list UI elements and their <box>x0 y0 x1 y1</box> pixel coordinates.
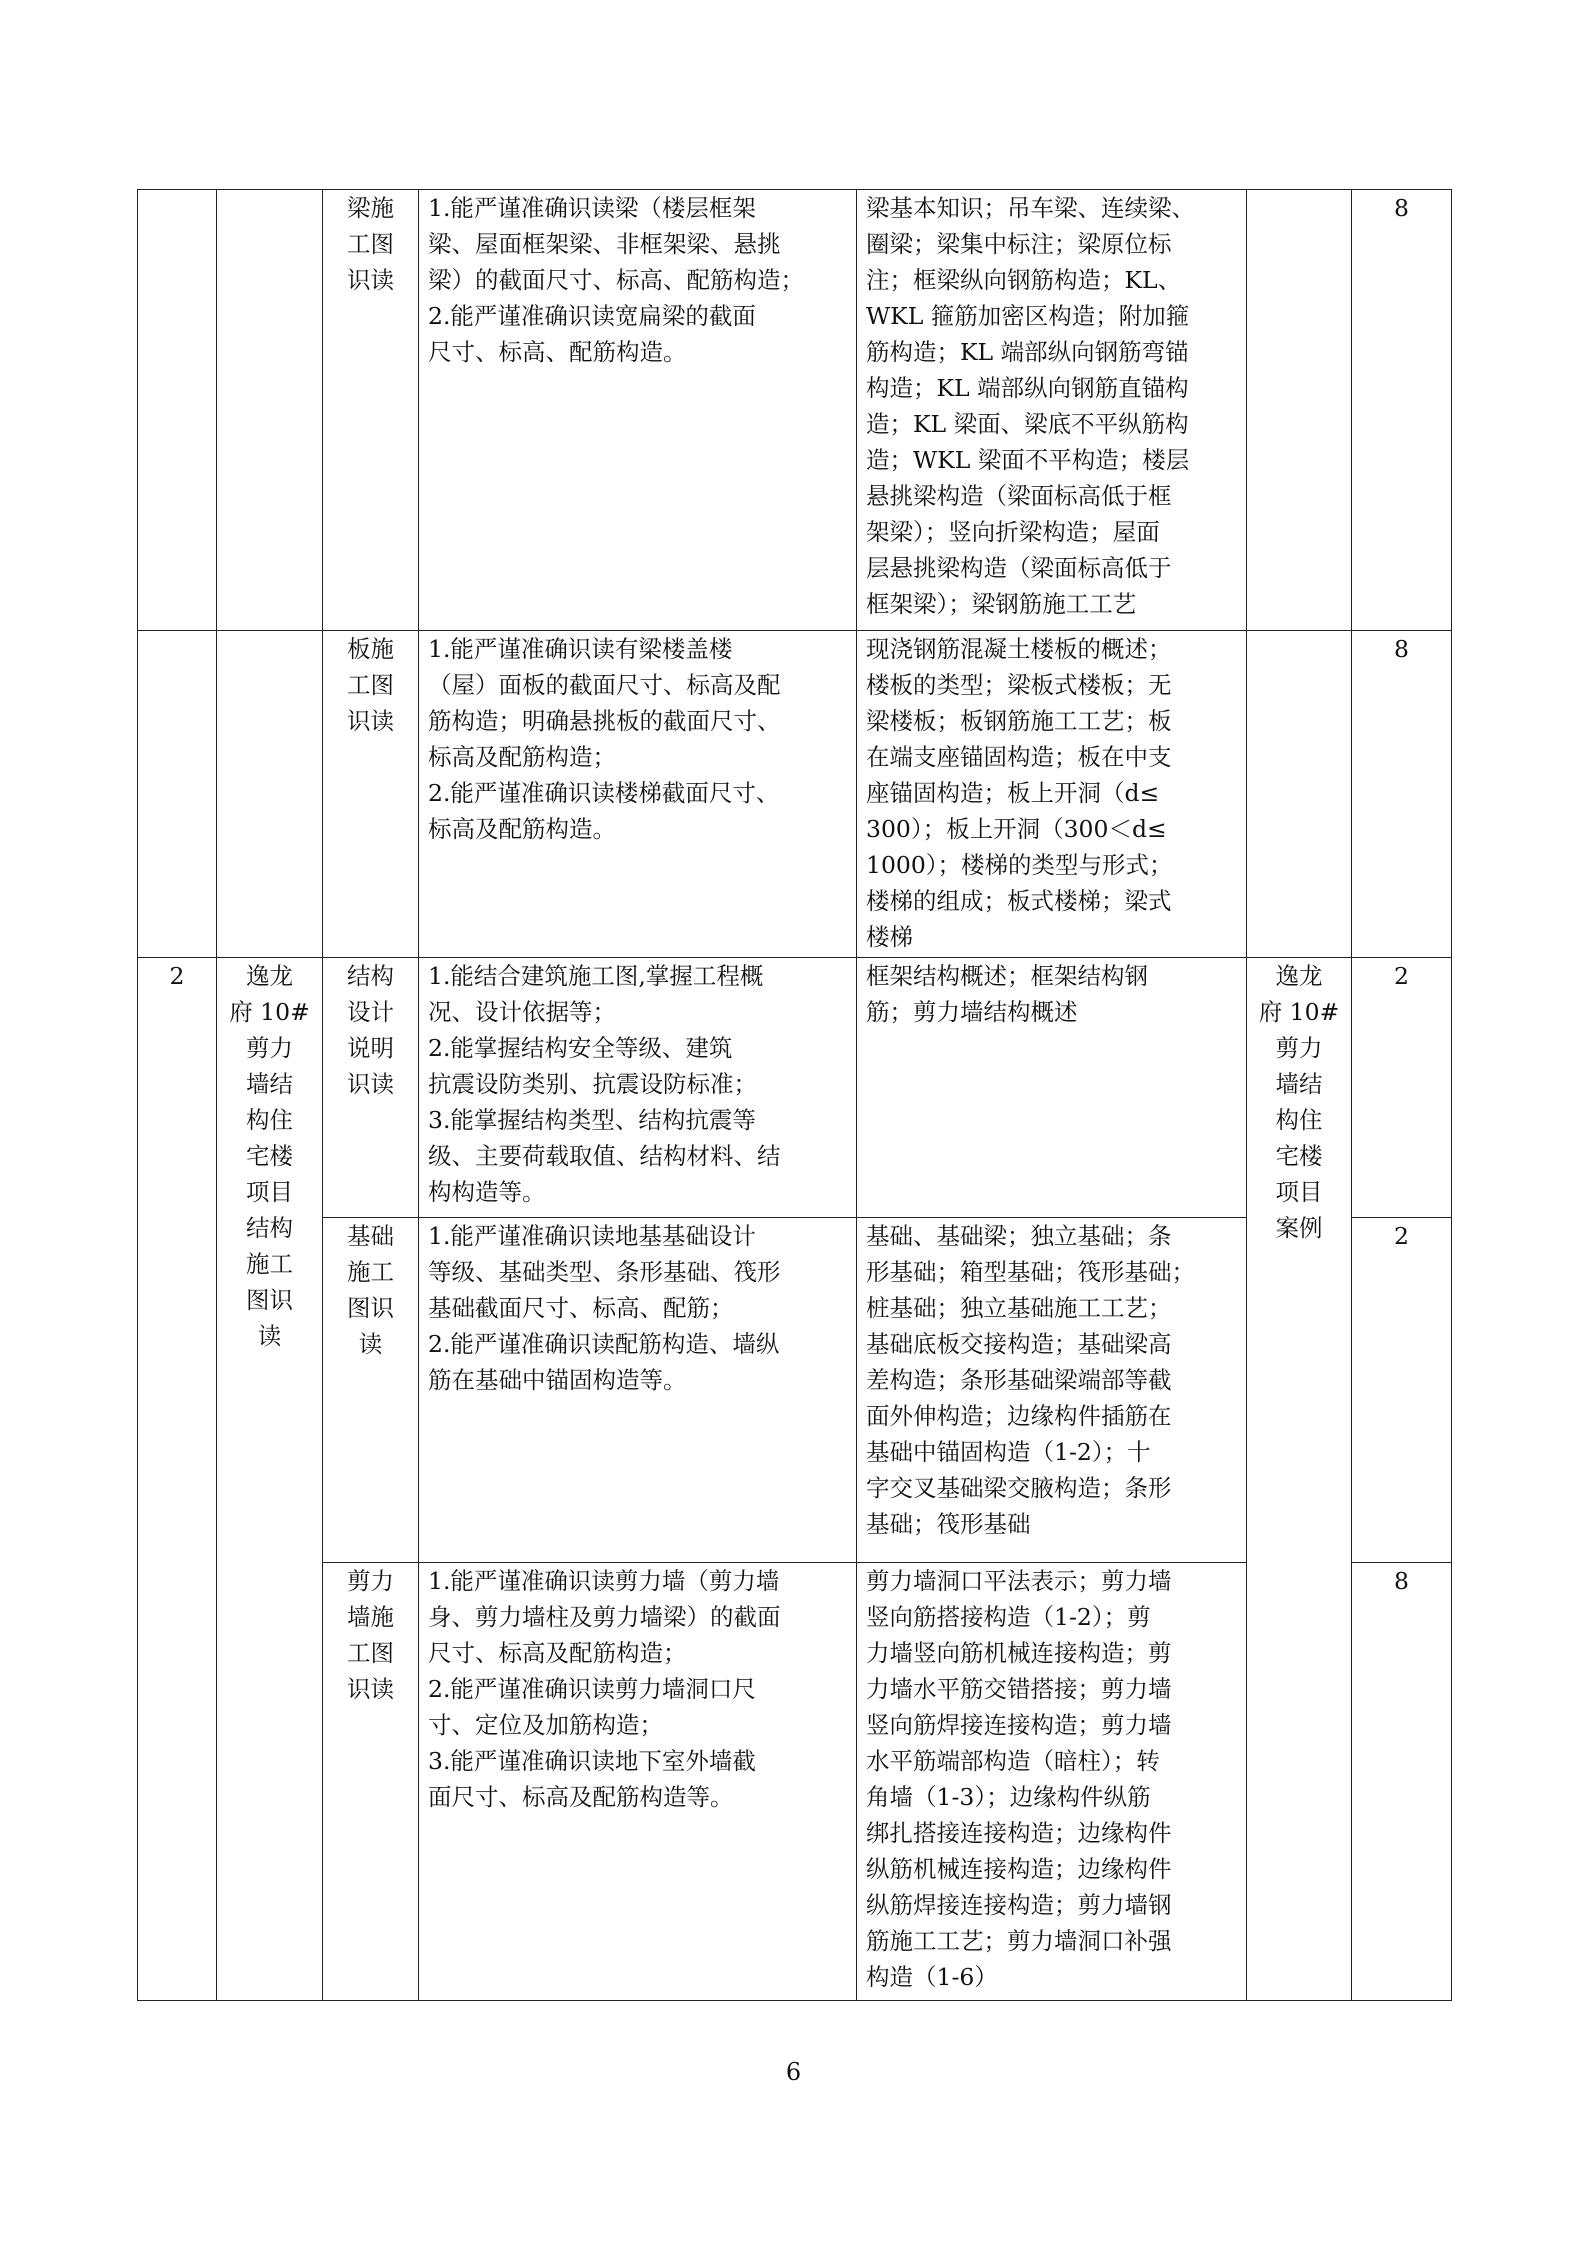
text-line: 3.能掌握结构类型、结构抗震等 <box>428 1106 756 1134</box>
text-line: 桩基础；独立基础施工工艺； <box>866 1294 1172 1322</box>
text-line: 施工 <box>347 1258 394 1286</box>
text-line: 层悬挑梁构造（梁面标高低于 <box>866 554 1172 582</box>
number-cell <box>138 631 217 958</box>
table-row <box>138 631 1452 958</box>
text-line: 况、设计依据等； <box>428 998 616 1026</box>
module-label <box>347 958 394 1102</box>
requirements-cell <box>419 631 857 958</box>
text-line: 筋构造；KL 端部纵向钢筋弯锚 <box>866 338 1189 366</box>
text-line: 1.能严谨准确识读地基基础设计 <box>428 1222 756 1250</box>
content-cell <box>857 1563 1247 2001</box>
text-line: 标高及配筋构造； <box>428 743 616 771</box>
text-line: 300）；板上开洞（300＜d≤ <box>866 815 1167 843</box>
text-line: 圈梁；梁集中标注；梁原位标 <box>866 230 1172 258</box>
hours-cell: 8 <box>1352 631 1452 958</box>
text-line: 筋在基础中锚固构造等。 <box>428 1366 687 1394</box>
text-line: 宅楼 <box>245 1142 293 1170</box>
text-line: 差构造；条形基础梁端部等截 <box>866 1366 1172 1394</box>
text-line: 字交叉基础梁交腋构造；条形 <box>866 1474 1172 1502</box>
text-line: 悬挑梁构造（梁面标高低于框 <box>866 482 1172 510</box>
requirements-cell <box>419 190 857 631</box>
text-line: 工图 <box>347 230 394 258</box>
text-line: 图识 <box>347 1294 394 1322</box>
text-line: 形基础；箱型基础；筏形基础； <box>866 1258 1195 1286</box>
text-line: 1.能严谨准确识读剪力墙（剪力墙 <box>428 1567 780 1595</box>
text-line: 2.能严谨准确识读宽扁梁的截面 <box>428 302 756 330</box>
text-line: 注；框梁纵向钢筋构造；KL、 <box>866 266 1182 294</box>
text-line: 项目 <box>245 1178 293 1206</box>
text-line: 筋；剪力墙结构概述 <box>866 998 1078 1026</box>
requirements-cell <box>419 958 857 1218</box>
text-line: 2.能掌握结构安全等级、建筑 <box>428 1034 733 1062</box>
case-label <box>1259 958 1340 1246</box>
text-line: 面尺寸、标高及配筋构造等。 <box>428 1783 734 1811</box>
text-line: 2.能严谨准确识读楼梯截面尺寸、 <box>428 779 780 807</box>
module-cell <box>323 631 419 958</box>
text-line: 基础中锚固构造（1-2）；十 <box>866 1438 1151 1466</box>
content-cell <box>857 190 1247 631</box>
text-line: 结构 <box>245 1214 293 1242</box>
text-line: 工图 <box>347 1639 394 1667</box>
content-cell <box>857 958 1247 1218</box>
text-line: 1.能严谨准确识读梁（楼层框架 <box>428 194 756 222</box>
module-label <box>347 1218 394 1362</box>
text-line: 识读 <box>347 1070 394 1098</box>
text-line: 识读 <box>347 266 394 294</box>
text-line: 图识 <box>245 1286 293 1314</box>
text-line: 基础底板交接构造；基础梁高 <box>866 1330 1172 1358</box>
text-line: 基础、基础梁；独立基础；条 <box>866 1222 1172 1250</box>
text-line: 架梁）；竖向折梁构造；屋面 <box>866 518 1160 546</box>
hours-cell: 8 <box>1352 1563 1452 2001</box>
text-line: 2.能严谨准确识读配筋构造、墙纵 <box>428 1330 780 1358</box>
text-line: 框架梁）；梁钢筋施工工艺 <box>866 590 1137 618</box>
text-line: 角墙（1-3）；边缘构件纵筋 <box>866 1783 1151 1811</box>
text-line: 基础截面尺寸、标高、配筋； <box>428 1294 734 1322</box>
project-cell <box>217 190 323 631</box>
text-line: 抗震设防类别、抗震设防标准； <box>428 1070 757 1098</box>
module-label <box>347 631 394 739</box>
content-cell <box>857 1218 1247 1563</box>
text-line: 梁施 <box>347 194 394 222</box>
text-line: 墙结 <box>245 1070 293 1098</box>
text-line: 案例 <box>1275 1214 1323 1242</box>
module-label <box>347 1563 394 1707</box>
module-cell <box>323 190 419 631</box>
text-line: 梁基本知识；吊车梁、连续梁、 <box>866 194 1195 222</box>
number-cell <box>138 190 217 631</box>
text-line: 梁楼板；板钢筋施工工艺；板 <box>866 707 1172 735</box>
text-line: 府 10# <box>229 998 310 1026</box>
table-row <box>138 190 1452 631</box>
module-label <box>347 190 394 298</box>
text-line: 尺寸、标高、配筋构造。 <box>428 338 687 366</box>
page-number: 6 <box>785 2058 802 2086</box>
text-line: 竖向筋焊接连接构造；剪力墙 <box>866 1711 1172 1739</box>
text-line: 水平筋端部构造（暗柱）；转 <box>866 1747 1160 1775</box>
number-cell: 2 <box>138 958 217 2001</box>
text-line: 构造；KL 端部纵向钢筋直锚构 <box>866 374 1189 402</box>
text-line: 现浇钢筋混凝土楼板的概述； <box>866 635 1172 663</box>
text-line: 在端支座锚固构造；板在中支 <box>866 743 1172 771</box>
text-line: 筋施工工艺；剪力墙洞口补强 <box>866 1927 1172 1955</box>
text-line: 项目 <box>1275 1178 1323 1206</box>
text-line: 剪力 <box>1275 1034 1323 1062</box>
project-cell <box>217 958 323 2001</box>
syllabus-table <box>137 189 1452 2001</box>
text-line: 识读 <box>347 1675 394 1703</box>
text-line: 构住 <box>245 1106 293 1134</box>
text-line: 造；KL 梁面、梁底不平纵筋构 <box>866 410 1189 438</box>
text-line: 筋构造；明确悬挑板的截面尺寸、 <box>428 707 781 735</box>
text-line: 结构 <box>347 962 394 990</box>
text-line: 剪力墙洞口平法表示；剪力墙 <box>866 1567 1172 1595</box>
text-line: 楼板的类型；梁板式楼板；无 <box>866 671 1172 699</box>
module-cell <box>323 1563 419 2001</box>
text-line: 墙结 <box>1275 1070 1323 1098</box>
hours-cell: 2 <box>1352 1218 1452 1563</box>
text-line: 楼梯的组成；板式楼梯；梁式 <box>866 887 1172 915</box>
project-label <box>229 958 310 1354</box>
text-line: 梁、屋面框架梁、非框架梁、悬挑 <box>428 230 781 258</box>
text-line: 识读 <box>347 707 394 735</box>
text-line: 力墙竖向筋机械连接构造；剪 <box>866 1639 1172 1667</box>
case-cell <box>1247 190 1352 631</box>
text-line: （屋）面板的截面尺寸、标高及配 <box>428 671 781 699</box>
text-line: 板施 <box>347 635 394 663</box>
project-cell <box>217 631 323 958</box>
text-line: 基础；筏形基础 <box>866 1510 1031 1538</box>
text-line: 等级、基础类型、条形基础、筏形 <box>428 1258 781 1286</box>
text-line: 工图 <box>347 671 394 699</box>
text-line: 竖向筋搭接构造（1-2）；剪 <box>866 1603 1151 1631</box>
text-line: 楼梯 <box>866 923 913 951</box>
text-line: 纵筋焊接连接构造；剪力墙钢 <box>866 1891 1172 1919</box>
text-line: 寸、定位及加筋构造； <box>428 1711 663 1739</box>
content-cell <box>857 631 1247 958</box>
table-row <box>138 958 1452 1218</box>
text-line: 府 10# <box>1258 998 1340 1026</box>
module-cell <box>323 958 419 1218</box>
text-line: 构住 <box>1275 1106 1323 1134</box>
text-line: 尺寸、标高及配筋构造； <box>428 1639 687 1667</box>
requirements-cell <box>419 1218 857 1563</box>
hours-cell: 2 <box>1352 958 1452 1218</box>
text-line: 墙施 <box>347 1603 394 1631</box>
requirements-cell <box>419 1563 857 2001</box>
text-line: 1000）；楼梯的类型与形式； <box>866 851 1173 879</box>
text-line: 读 <box>358 1330 383 1358</box>
text-line: 梁）的截面尺寸、标高、配筋构造； <box>428 266 804 294</box>
text-line: 构构造等。 <box>428 1178 546 1206</box>
hours-cell: 8 <box>1352 190 1452 631</box>
text-line: 造；WKL 梁面不平构造；楼层 <box>866 446 1190 474</box>
text-line: 剪力 <box>347 1567 394 1595</box>
case-cell <box>1247 958 1352 2001</box>
text-line: 座锚固构造；板上开洞（d≤ <box>866 779 1160 807</box>
text-line: 设计 <box>347 998 394 1026</box>
text-line: 构造（1-6） <box>866 1963 998 1991</box>
text-line: 力墙水平筋交错搭接；剪力墙 <box>866 1675 1172 1703</box>
text-line: 逸龙 <box>245 962 293 990</box>
text-line: 1.能结合建筑施工图,掌握工程概 <box>428 962 764 990</box>
text-line: 宅楼 <box>1275 1142 1323 1170</box>
text-line: 说明 <box>347 1034 394 1062</box>
text-line: 纵筋机械连接构造；边缘构件 <box>866 1855 1172 1883</box>
text-line: 施工 <box>245 1250 293 1278</box>
text-line: 2.能严谨准确识读剪力墙洞口尺 <box>428 1675 756 1703</box>
text-line: 逸龙 <box>1275 962 1323 990</box>
text-line: 绑扎搭接连接构造；边缘构件 <box>866 1819 1172 1847</box>
text-line: 级、主要荷载取值、结构材料、结 <box>428 1142 781 1170</box>
case-cell <box>1247 631 1352 958</box>
module-cell <box>323 1218 419 1563</box>
text-line: 1.能严谨准确识读有梁楼盖楼 <box>428 635 733 663</box>
text-line: 面外伸构造；边缘构件插筋在 <box>866 1402 1172 1430</box>
text-line: 框架结构概述；框架结构钢 <box>866 962 1148 990</box>
text-line: 身、剪力墙柱及剪力墙梁）的截面 <box>428 1603 781 1631</box>
text-line: 3.能严谨准确识读地下室外墙截 <box>428 1747 756 1775</box>
text-line: 标高及配筋构造。 <box>428 815 616 843</box>
text-line: 读 <box>257 1322 282 1350</box>
text-line: 基础 <box>347 1222 394 1250</box>
text-line: WKL 箍筋加密区构造；附加箍 <box>866 302 1190 330</box>
text-line: 剪力 <box>245 1034 293 1062</box>
